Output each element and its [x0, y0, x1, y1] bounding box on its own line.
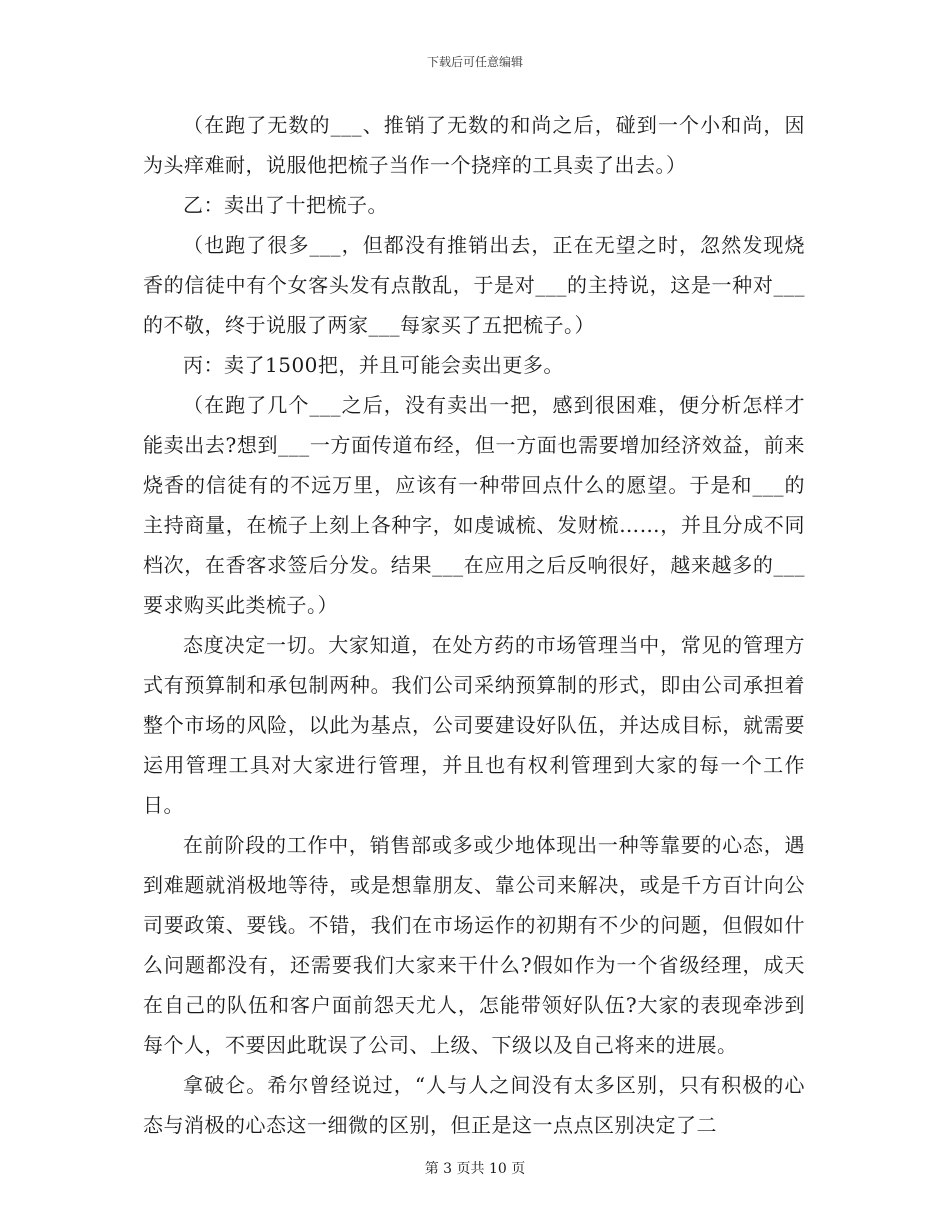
paragraph: （在跑了无数的___、推销了无数的和尚之后，碰到一个小和尚，因为头痒难耐，说服他把梳子当作一个挠痒的工具卖了出去。） [143, 113, 805, 177]
paragraph: 丙：卖了1500把，并且可能会卖出更多。 [183, 353, 564, 377]
document-body [143, 105, 805, 1145]
paragraph: 在前阶段的工作中，销售部或多或少地体现出一种等靠要的心态，遇到难题就消极地等待，或是想靠朋友、靠公司来解决，或是千方百计向公司要政策、要钱。不错，我们在市场运作的初期有不少的问题，但假如什么问题都没有，还需要我们大家来干什么?假如作为一个省级经理，成天在自己的队伍和客户面前怨天尤人，怎能带领好队伍?大家的表现牵涉到每个人，不要因此耽误了公司、上级、下级以及自己将来的进展。 [143, 833, 805, 1057]
paragraph: 乙：卖出了十把梳子。 [183, 193, 388, 217]
paragraph: （也跑了很多___，但都没有推销出去，正在无望之时，忽然发现烧香的信徒中有个女客头发有点散乱，于是对___的主持说，这是一种对___的不敬，终于说服了两家___每家买了五把梳子。） [143, 233, 805, 337]
paragraph: 拿破仑。希尔曾经说过，“人与人之间没有太多区别，只有积极的心态与消极的心态这一细微的区别，但正是这一点点区别决定了二 [143, 1073, 805, 1137]
page-header: 下载后可任意编辑 [426, 55, 523, 69]
paragraph: （在跑了几个___之后，没有卖出一把，感到很困难，便分析怎样才能卖出去?想到___一方面传道布经，但一方面也需要增加经济效益，前来烧香的信徒有的不远万里，应该有一种带回点什么的愿望。于是和___的主持商量，在梳子上刻上各种字，如虔诚梳、发财梳……，并且分成不同档次，在香客求签后分发。结果___在应用之后反响很好，越来越多的___要求购买此类梳子。） [143, 393, 805, 617]
paragraph: 态度决定一切。大家知道，在处方药的市场管理当中，常见的管理方式有预算制和承包制两种。我们公司采纳预算制的形式，即由公司承担着整个市场的风险，以此为基点，公司要建设好队伍，并达成目标，就需要运用管理工具对大家进行管理，并且也有权利管理到大家的每一个工作日。 [143, 633, 805, 817]
page-footer: 第 3 页共 10 页 [424, 1161, 526, 1177]
